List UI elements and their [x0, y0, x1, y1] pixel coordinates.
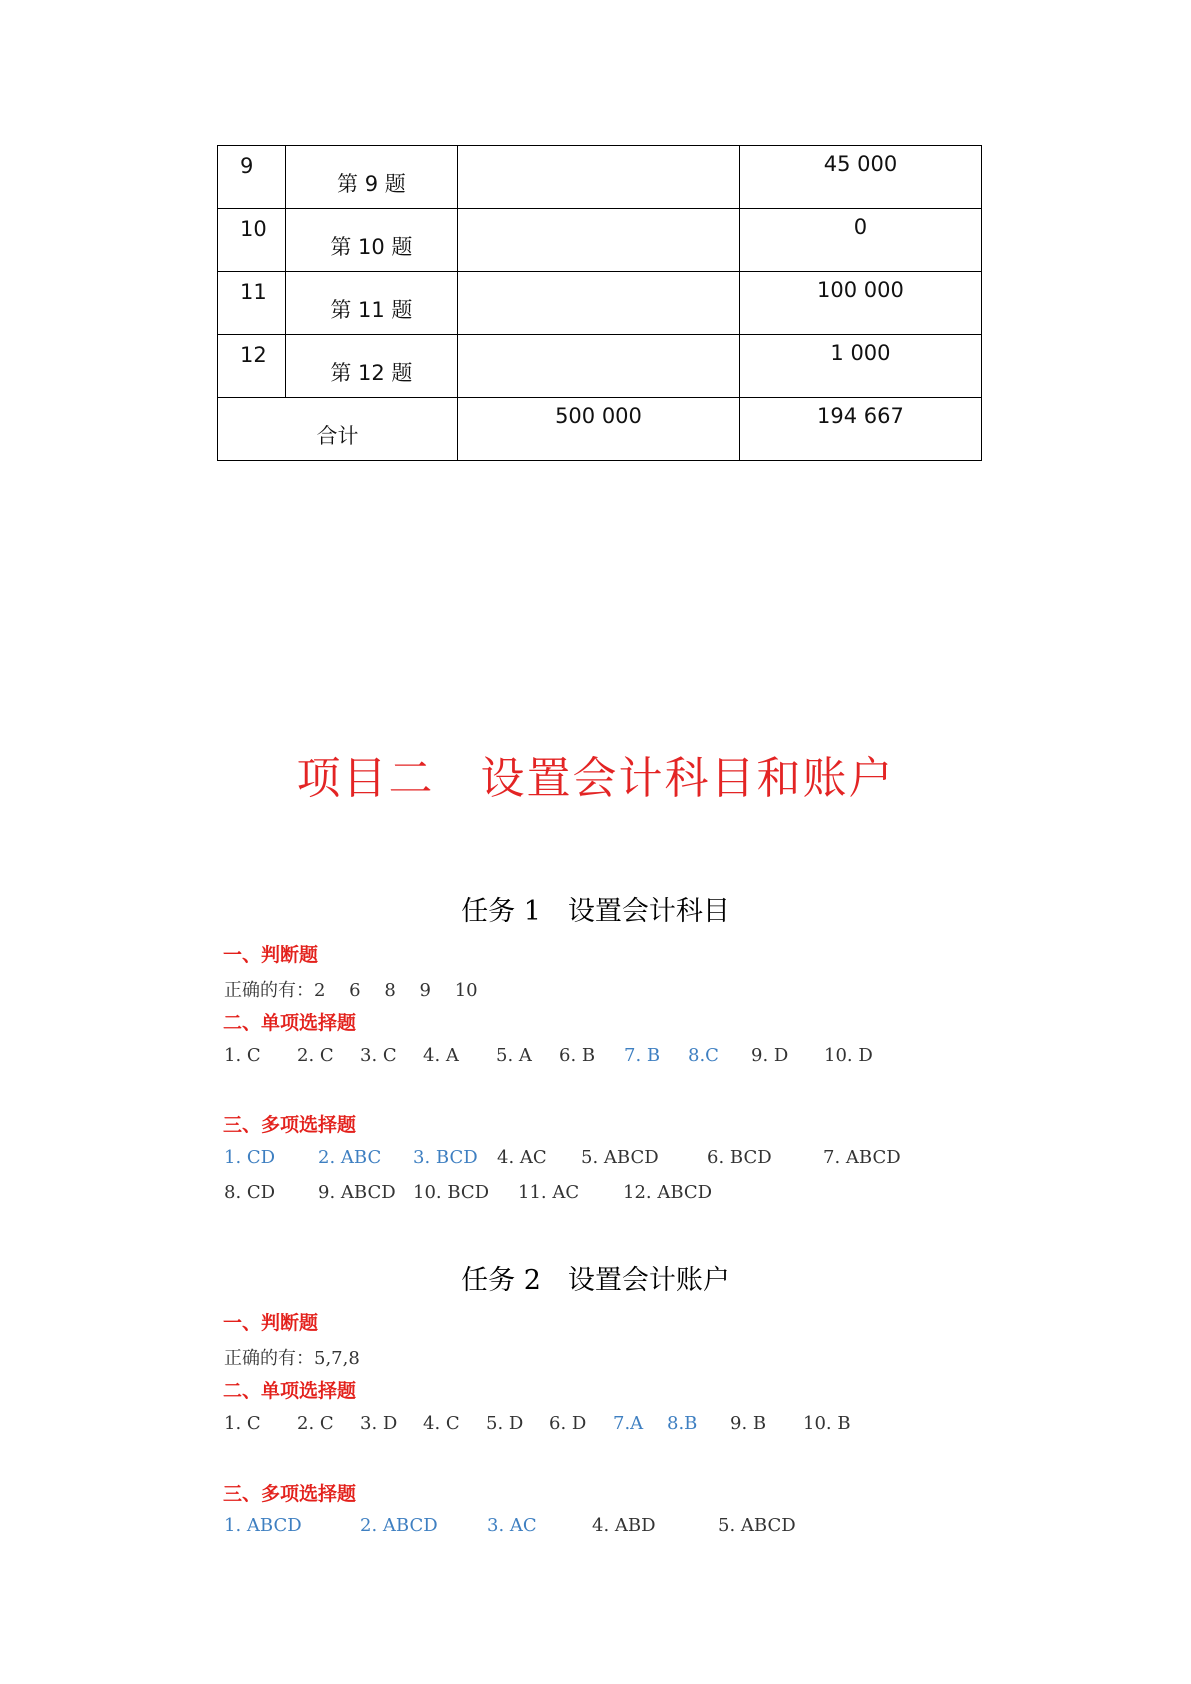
row-number: 9: [240, 154, 254, 178]
answer-item: 6. BCD: [707, 1147, 772, 1168]
total-label-cell: [218, 398, 458, 461]
answer-item: 5. ABCD: [718, 1515, 796, 1536]
question-label: 第 11 题: [330, 298, 413, 322]
answer-item: 7.A: [613, 1413, 644, 1434]
answer-item: 1. CD: [224, 1147, 276, 1168]
row-number-cell: [218, 146, 286, 209]
question-cell: [285, 335, 457, 398]
answer-item: 3. AC: [487, 1515, 537, 1536]
row-number: 12: [240, 343, 267, 367]
answer-item: 8. CD: [224, 1182, 276, 1203]
debit-cell: [458, 272, 740, 335]
task1-single-heading: 二、单项选择题: [223, 1012, 357, 1034]
question-label: 第 12 题: [330, 361, 413, 385]
debit-cell: [458, 335, 740, 398]
total-label: 合计: [316, 424, 359, 448]
answer-item: 5. D: [486, 1413, 524, 1434]
row-number: 11: [240, 280, 267, 304]
credit-cell: [739, 146, 981, 209]
answer-item: 2. C: [297, 1413, 334, 1434]
question-label: 第 9 题: [337, 172, 406, 196]
row-number-cell: [218, 335, 286, 398]
ledger-table: [217, 145, 982, 461]
question-cell: [285, 146, 457, 209]
table-row: [218, 335, 982, 398]
answer-item: 3. BCD: [413, 1147, 478, 1168]
credit-value: 0: [853, 215, 868, 239]
answer-item: 11. AC: [518, 1182, 580, 1203]
answer-item: 1. C: [224, 1413, 261, 1434]
total-debit-cell: [458, 398, 740, 461]
task1-judge-answer: 正确的有：2 6 8 9 10: [224, 980, 478, 1001]
credit-value: 45 000: [823, 152, 898, 176]
answer-item: 6. D: [549, 1413, 587, 1434]
task1-title: 任务 1 设置会计科目: [461, 896, 730, 927]
answer-item: 9. D: [751, 1045, 789, 1066]
task2-judge-answer: 正确的有：5,7,8: [224, 1348, 360, 1369]
answer-item: 10. B: [803, 1413, 851, 1434]
answer-item: 3. C: [360, 1045, 397, 1066]
task1-multi-heading: 三、多项选择题: [223, 1114, 357, 1136]
row-number-cell: [218, 209, 286, 272]
answer-item: 12. ABCD: [623, 1182, 713, 1203]
question-label: 第 10 题: [330, 235, 413, 259]
credit-cell: [739, 272, 981, 335]
answer-item: 4. ABD: [592, 1515, 656, 1536]
debit-cell: [458, 146, 740, 209]
table-row: [218, 209, 982, 272]
table-row: [218, 146, 982, 209]
debit-cell: [458, 209, 740, 272]
task2-multi-heading: 三、多项选择题: [223, 1483, 357, 1505]
task2-judge-heading: 一、判断题: [223, 1312, 319, 1334]
answer-item: 10. BCD: [413, 1182, 490, 1203]
answer-item: 5. ABCD: [581, 1147, 659, 1168]
question-cell: [285, 272, 457, 335]
task2-title: 任务 2 设置会计账户: [461, 1265, 730, 1296]
answer-item: 6. B: [559, 1045, 596, 1066]
answer-item: 8.C: [688, 1045, 719, 1066]
credit-cell: [739, 335, 981, 398]
question-cell: [285, 209, 457, 272]
answer-item: 5. A: [496, 1045, 532, 1066]
credit-cell: [739, 209, 981, 272]
answer-item: 7. B: [624, 1045, 661, 1066]
credit-value: 1 000: [830, 341, 891, 365]
answer-item: 3. D: [360, 1413, 398, 1434]
answer-item: 4. C: [423, 1413, 460, 1434]
answer-item: 7. ABCD: [823, 1147, 901, 1168]
project-title: 项目二 设置会计科目和账户: [296, 753, 895, 804]
total-debit-value: 500 000: [555, 404, 642, 428]
row-number: 10: [240, 217, 267, 241]
answer-item: 4. A: [423, 1045, 459, 1066]
answer-item: 1. ABCD: [224, 1515, 302, 1536]
table-row: [218, 272, 982, 335]
total-row: [218, 398, 982, 461]
task1-judge-heading: 一、判断题: [223, 944, 319, 966]
answer-item: 10. D: [824, 1045, 873, 1066]
answer-item: 9. B: [730, 1413, 767, 1434]
answer-item: 8.B: [667, 1413, 698, 1434]
row-number-cell: [218, 272, 286, 335]
answer-item: 2. ABC: [318, 1147, 382, 1168]
answer-item: 2. ABCD: [360, 1515, 438, 1536]
task2-single-heading: 二、单项选择题: [223, 1380, 357, 1402]
credit-value: 100 000: [817, 278, 904, 302]
answer-item: 1. C: [224, 1045, 261, 1066]
answer-item: 4. AC: [497, 1147, 547, 1168]
total-credit-cell: [739, 398, 981, 461]
answer-item: 2. C: [297, 1045, 334, 1066]
total-credit-value: 194 667: [817, 404, 904, 428]
answer-item: 9. ABCD: [318, 1182, 396, 1203]
